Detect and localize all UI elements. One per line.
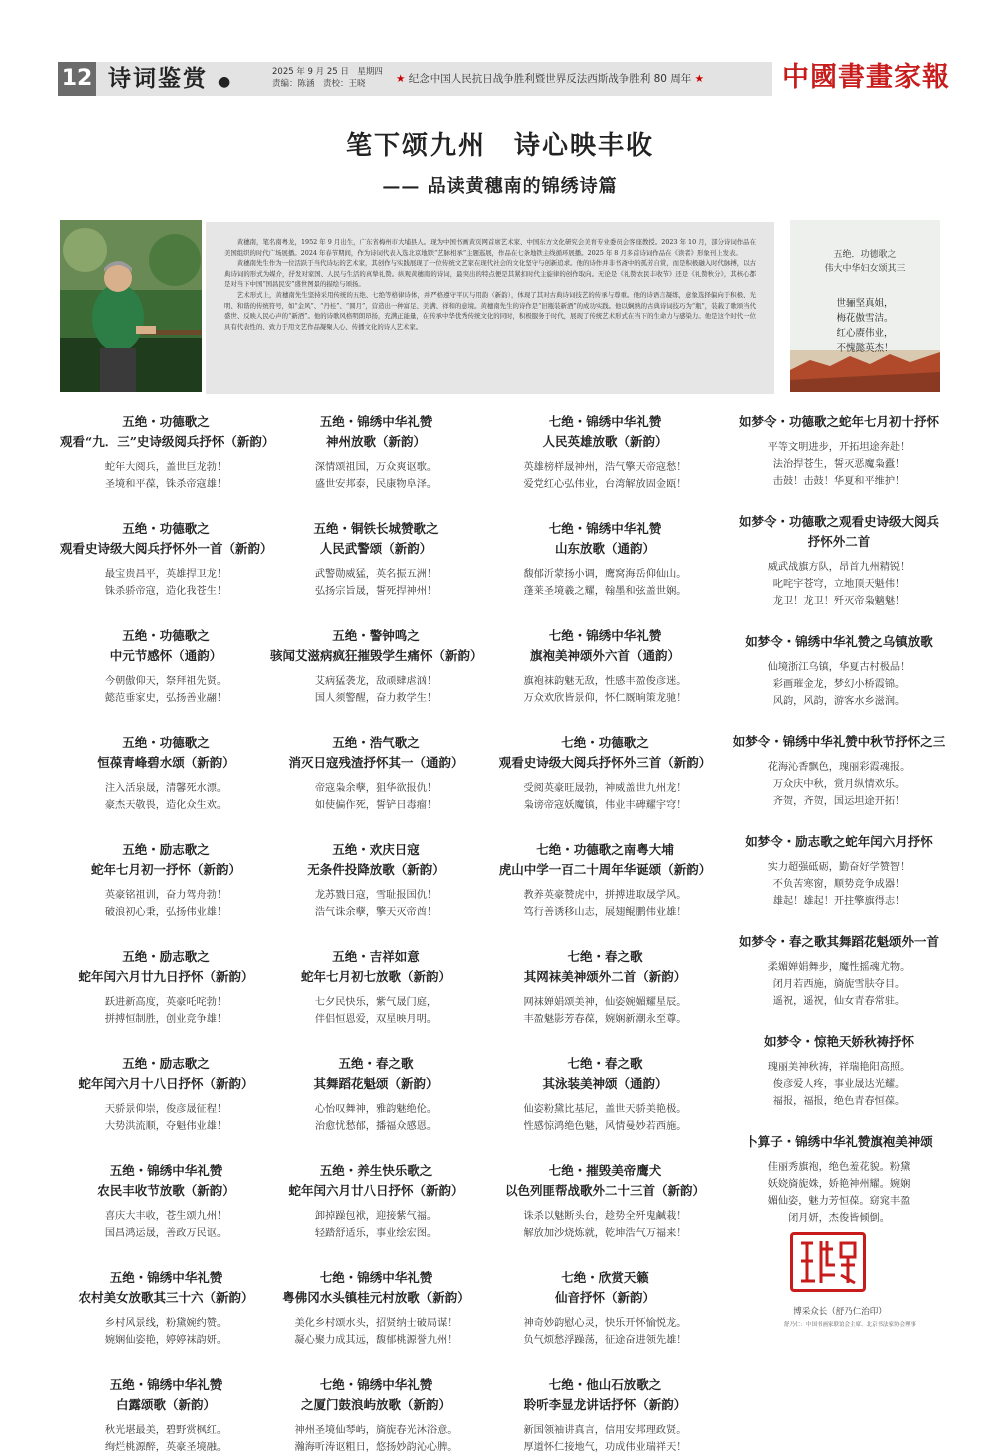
author-bio — [206, 222, 774, 394]
poem-line: 旗袍袜韵魅无敌，性感丰盈俊彦迷。 — [523, 676, 687, 687]
poem-line: 婉娴仙姿艳，婷婷袜韵妍。 — [104, 1335, 228, 1346]
poem-item — [724, 732, 954, 810]
poem-title: 如梦令・锦绣中华礼赞中秋节抒怀之三 — [732, 734, 946, 749]
poem-title: 五绝・养生快乐歌之 — [319, 1163, 433, 1178]
poem-title: 五绝・警钟鸣之 — [332, 628, 420, 643]
poem-line: 不负苦寒窗，顺势竞争成器！ — [772, 879, 906, 890]
poem-line: 天骄景仰崇，俊彦晟征程！ — [104, 1104, 228, 1115]
poem-body — [270, 887, 482, 921]
poem-line: 盛世安邦泰，民康物阜泽。 — [314, 479, 438, 490]
poem-title: 蛇年闰六月十八日抒怀（新韵） — [78, 1076, 254, 1091]
poem-title: 五绝・春之歌 — [338, 1056, 414, 1071]
poem-title: 五绝・励志歌之 — [122, 1056, 210, 1071]
poem-title: 无条件投降放歌（新韵） — [307, 862, 445, 877]
poem-line: 弘扬宗旨晟，誓死捍神州！ — [314, 586, 438, 597]
poem-title: 恒葆青峰碧水颂（新韵） — [97, 755, 235, 770]
poem-body — [490, 459, 720, 493]
article-title: 笔下颂九州 诗心映丰收 — [345, 131, 654, 161]
poem-line: 英豪铭祖训，奋力驾舟勃！ — [104, 890, 228, 901]
poem-title: 五绝・铜铁长城赞歌之 — [313, 521, 439, 536]
poem-item — [60, 412, 275, 493]
poem-title: 农村美女放歌其三十六（新韵） — [78, 1290, 254, 1305]
poem-line: 万众庆中秋，赏月纵情欢乐。 — [772, 779, 906, 790]
poem-title: 山东放歌（通韵） — [554, 541, 655, 556]
poem-body — [724, 439, 954, 490]
star-icon: ★ — [396, 73, 406, 85]
poem-line: 仙姿粉黛比基尼，盖世天骄美艳极。 — [523, 1104, 687, 1115]
poem-column-3 — [490, 412, 720, 1456]
poem-line: 龙卫！龙卫！歼灭帝枭魑魅！ — [772, 596, 906, 607]
poem-body — [270, 1208, 482, 1242]
featured-poem-card — [790, 220, 940, 392]
poem-item — [490, 412, 720, 493]
poem-line: 瀚海听涛讴粗日，悠扬妙韵沁心脾。 — [294, 1442, 458, 1453]
poem-item — [490, 519, 720, 600]
featured-poem-body: 世骊坚真姐， 梅花傲雪洁。 红心赓伟业， 不愧懿英杰！ — [836, 298, 894, 354]
poem-title: 粤佛冈水头镇桂元村放歌（新韵） — [282, 1290, 470, 1305]
seal-caption: 博采众长（舒乃仁治印） — [793, 1307, 887, 1317]
poem-line: 负气烦愁浮躁荡，征途奋进领先雄！ — [523, 1335, 687, 1346]
poem-item — [60, 1054, 272, 1135]
poem-body — [724, 1159, 954, 1227]
poem-title: 五绝・锦绣中华礼赞 — [109, 1377, 223, 1392]
poem-title: 观看史诗级大阅兵抒怀外一首（新韵） — [60, 541, 273, 556]
poem-line: 枭谤帝寇妖魔镇，伟业丰碑耀宇穹！ — [523, 800, 687, 811]
poem-item — [490, 1375, 720, 1456]
poem-body — [270, 566, 482, 600]
poem-body — [60, 780, 272, 814]
poem-line: 实力超强砥砺，勤奋好学赞智！ — [767, 862, 911, 873]
poem-line: 乡村风景线，粉黛婉约赞。 — [104, 1318, 228, 1329]
poem-title: 仙音抒怀（新韵） — [554, 1290, 655, 1305]
poem-column-4 — [724, 412, 954, 1227]
poem-line: 闭月若西施，旖旎雪肤夺目。 — [772, 979, 906, 990]
poem-line: 教养英豪赞虎中，拼搏进取晟学风。 — [523, 890, 687, 901]
poem-line: 神州圣境仙琴屿，旖旎春光沐浴意。 — [294, 1425, 458, 1436]
poem-item — [490, 626, 720, 707]
poem-line: 七夕民快乐，紫气晟门庭， — [314, 997, 438, 1008]
poem-body — [724, 659, 954, 710]
poem-item — [60, 1375, 272, 1456]
poem-title: 白露颂歌（新韵） — [115, 1397, 216, 1412]
poem-line: 今朝傲仰天，祭拜祖先贤。 — [104, 676, 228, 687]
poem-line: 武警勋威猛，英名振五洲！ — [314, 569, 438, 580]
poem-line: 卸掉躁包袱，迎接紫气福。 — [314, 1211, 438, 1222]
poem-title: 神州放歌（新韵） — [325, 434, 426, 449]
poem-title: 七绝・功德歌之 — [561, 735, 649, 750]
poem-title: 七绝・锦绣中华礼赞 — [548, 628, 662, 643]
poem-title: 中元节感怀（通韵） — [109, 648, 223, 663]
poem-title: 五绝・锦绣中华礼赞 — [109, 1270, 223, 1285]
poem-body — [60, 1101, 272, 1135]
poem-line: 齐贺，齐贺，国运坦途开拓！ — [772, 796, 906, 807]
bio-paragraph: 黄穗南，笔名南粤龙，1952 年 9 月出生，广东省梅州市大埔县人。现为中国书画黄页网首席艺术家、中国东方文化研究会美育专业委员会客座教授。2023 年 10 月，部分诗词作品在美国组织的时代广场展播。2024 年春节期间，作为诗词代表入选北京地铁“艺脉相承”主题巡展，作品在七条地铁主线循环展播。2025 年 8 月多首诗词作品在《读者》形象刊上发表。 — [224, 238, 756, 257]
poem-title: 卜算子・锦绣中华礼赞旗袍美神颂 — [745, 1134, 933, 1149]
poem-line: 平等文明进步，开拓坦途奔赴！ — [767, 442, 911, 453]
poem-line: 拼搏恒制胜，创业竞争雄！ — [104, 1014, 228, 1025]
poem-item — [270, 412, 482, 493]
article-subtitle: —— 品读黄穗南的锦绣诗篇 — [382, 176, 618, 197]
poem-item — [724, 512, 954, 610]
poem-line: 丰盈魅影芳春葆，婉娴新潮永至尊。 — [523, 1014, 687, 1025]
bio-paragraph: 黄穗南先生作为一位活跃于当代诗坛的艺术家，其创作与实践展现了一位传统文艺家在现代社会的文化坚守与创新追求。他的诗作并非书斋中的孤芳自赏，而是积极融入时代脉搏，以古典诗词的形式为媒介，抒发对家国、人民与生活的真挚礼赞。纵观黄穗南的诗词，最突出的特点便是其紧扣时代主旋律的创作取向。无论是《礼赞农民丰收节》还是《礼赞秋分》，其核心都是对当下中国“国昌民安”盛世图景的描绘与颂扬。 — [224, 259, 756, 289]
poem-line: 懿范垂家史，弘扬善业翮！ — [104, 693, 228, 704]
poem-body — [490, 1422, 720, 1456]
poem-line: 网袜婵娟颂美神，仙姿婉媚耀星辰。 — [523, 997, 687, 1008]
poem-title: 以色列匪帮战歌外二十三首（新韵） — [504, 1183, 705, 1198]
poem-body — [60, 566, 272, 600]
poem-line: 轻踏舒适乐，事业绘宏图。 — [314, 1228, 438, 1239]
poem-title: 其网袜美神颂外二首（新韵） — [523, 969, 687, 984]
poem-line: 花海沁香飘色，瑰丽彩霞魂报。 — [767, 762, 911, 773]
poem-body — [60, 1208, 272, 1242]
poem-line: 遥祝，遥祝，仙女青春常驻。 — [772, 996, 906, 1007]
poem-item — [60, 626, 272, 707]
poem-title: 五绝・功德歌之 — [122, 628, 210, 643]
poem-line: 风韵，风韵，游客水乡滋润。 — [772, 696, 906, 707]
page-number: 12 — [58, 62, 96, 96]
poem-item — [270, 519, 482, 600]
poem-item — [270, 733, 482, 814]
poem-line: 喜庆大丰收，苍生颂九州！ — [104, 1211, 228, 1222]
seal-stamp-image — [790, 1232, 866, 1292]
poem-line: 厚道怀仁接地气，功成伟业瑞祥天！ — [523, 1442, 687, 1453]
star-icon: ★ — [694, 73, 705, 85]
newspaper-logo: 中國書畫家報 — [782, 62, 950, 93]
poem-line: 佳丽秀旗袍，绝色羞花貌。粉黛 — [767, 1162, 911, 1173]
poem-body — [490, 780, 720, 814]
poem-item — [490, 1161, 720, 1242]
poem-title: 如梦令・锦绣中华礼赞之乌镇放歌 — [745, 634, 933, 649]
poem-item — [270, 840, 482, 921]
poem-item — [270, 1375, 482, 1456]
poem-line: 妖娆旖旎姝，娇艳神州耀。婉娴 — [767, 1179, 911, 1190]
poem-line: 受阅英豪旺晟勃，神威盖世九州龙！ — [523, 783, 687, 794]
poem-body — [270, 994, 482, 1028]
poem-line: 国人须警醒，奋力救学生！ — [314, 693, 438, 704]
poem-title: 五绝・功德歌之 — [122, 521, 210, 536]
poem-line: 大势洪流顺，夺魁伟业雄！ — [104, 1121, 228, 1132]
poem-title: 五绝・欢庆日寇 — [332, 842, 420, 857]
poem-title: 抒怀外二首 — [807, 534, 871, 549]
poem-body — [490, 566, 720, 600]
poem-line: 叱咤宇苍穹，立地顶天魁伟！ — [772, 579, 906, 590]
poem-line: 豪杰天敬畏，造化众生欢。 — [104, 800, 228, 811]
poem-title: 人民英雄放歌（新韵） — [542, 434, 668, 449]
poem-item — [490, 733, 720, 814]
poem-item — [60, 840, 272, 921]
poem-title: 蛇年闰六月廿九日抒怀（新韵） — [78, 969, 254, 984]
poem-line: 凝心聚力成其远，馥郁桃源誉九州！ — [294, 1335, 458, 1346]
poem-body — [60, 1315, 272, 1349]
poem-item — [60, 947, 272, 1028]
poem-line: 如使偏作死，誓铲日毒瘤！ — [314, 800, 438, 811]
poem-line: 帝寇枭余孽，狙华欲报仇！ — [314, 783, 438, 794]
poem-title: 之厦门鼓浪屿放歌（新韵） — [300, 1397, 451, 1412]
poem-line: 解放加沙烧炼就，乾坤浩气万福来！ — [523, 1228, 687, 1239]
poem-title: 观看史诗级大阅兵抒怀外三首（新韵） — [498, 755, 712, 770]
poem-body — [724, 759, 954, 810]
page-header — [58, 62, 772, 96]
poem-item — [724, 832, 954, 910]
poem-item — [270, 626, 482, 707]
poem-item — [724, 932, 954, 1010]
featured-poem-title: 五绝．功德歌之 伟大中华妇女颂其三 — [824, 250, 906, 274]
poem-title: 骇闻艾滋病疯狂摧毁学生痛怀（新韵） — [270, 648, 483, 663]
poem-line: 破浪初心秉，弘扬伟业雄！ — [104, 907, 228, 918]
poem-body — [724, 859, 954, 910]
poem-line: 爱党红心弘伟业，台湾解放固金瓯！ — [523, 479, 687, 490]
poem-title: 农民丰收节放歌（新韵） — [97, 1183, 235, 1198]
poem-item — [724, 412, 954, 490]
poem-title: 五绝・功德歌之 — [122, 414, 210, 429]
poem-title: 七绝・欣赏天籁 — [561, 1270, 649, 1285]
poem-body — [490, 1101, 720, 1135]
poem-body — [724, 559, 954, 610]
poem-line: 浩气诛余孽，擎天灭帝酋！ — [314, 907, 438, 918]
poem-title: 蛇年闰六月廿八日抒怀（新韵） — [288, 1183, 464, 1198]
section-title: 诗词鉴赏 ● — [108, 66, 233, 92]
poem-title: 七绝・锦绣中华礼赞 — [548, 521, 662, 536]
poem-line: 绚烂桃源醉，英豪圣境融。 — [104, 1442, 228, 1453]
poem-title: 蛇年七月初一抒怀（新韵） — [90, 862, 241, 877]
poem-line: 深情颂祖国，万众爽讴歌。 — [314, 462, 438, 473]
poem-body — [60, 1422, 272, 1456]
poem-item — [60, 733, 272, 814]
poem-body — [270, 673, 482, 707]
poem-body — [724, 1059, 954, 1110]
poem-line: 注入活泉晟，清馨死水漂。 — [104, 783, 228, 794]
poem-line: 馥郁沂蒙扬小调，鹰窝海岳仰仙山。 — [523, 569, 687, 580]
poem-title: 观看“九．三”史诗级阅兵抒怀（新韵） — [60, 434, 275, 449]
poem-title: 五绝・锦绣中华礼赞 — [109, 1163, 223, 1178]
poem-line: 伴侣恒恩爱，双星映月明。 — [314, 1014, 438, 1025]
seal-credit: 舒乃仁：中国书画家联谊会主席、北京书法家协会理事 — [783, 1322, 916, 1328]
poem-body — [490, 673, 720, 707]
poem-item — [60, 1161, 272, 1242]
poem-body — [270, 459, 482, 493]
poem-item — [270, 1054, 482, 1135]
poem-item — [270, 1268, 482, 1349]
poem-body — [270, 1315, 482, 1349]
poem-body — [60, 887, 272, 921]
poem-body — [60, 994, 272, 1028]
poem-line: 法治捍苍生，誓灭恶魔枭蠹！ — [772, 459, 906, 470]
poem-line: 神奇妙韵慰心灵，快乐开怀愉悦龙。 — [523, 1318, 687, 1329]
poem-item — [60, 1268, 272, 1349]
date-editor-info: 2025 年 9 月 25 日 星期四 责编：陈涵 责校：王晓 — [272, 67, 383, 89]
poem-body — [60, 459, 272, 493]
poem-line: 艾病猛袭龙，敌顽肆虐汹！ — [314, 676, 438, 687]
poem-title: 七绝・摧毁美帝鹰犬 — [548, 1163, 662, 1178]
poem-title: 其舞蹈花魁颂（新韵） — [313, 1076, 439, 1091]
poem-line: 国昌鸿运晟，善政万民讴。 — [104, 1228, 228, 1239]
poem-title: 七绝・他山石放歌之 — [548, 1377, 662, 1392]
poem-title: 七绝・春之歌 — [567, 949, 643, 964]
poem-line: 心怡叹舞神，雅韵魅绝伦。 — [314, 1104, 438, 1115]
poem-line: 万众欢欣皆景仰，怀仁厩晌策龙驰！ — [523, 693, 687, 704]
poem-body — [490, 1208, 720, 1242]
poem-item — [490, 840, 720, 921]
poem-title: 聆听李显龙讲话抒怀（新韵） — [523, 1397, 687, 1412]
poem-item — [490, 1054, 720, 1135]
poem-item — [490, 947, 720, 1028]
poem-title: 如梦令・功德歌之观看史诗级大阅兵 — [738, 514, 939, 529]
poem-line: 笃行善诱移山志，展翅鲲鹏伟业雄！ — [523, 907, 687, 918]
poem-line: 诛杀以魅断头台，趁势全歼鬼鹹栽！ — [523, 1211, 687, 1222]
poem-item — [60, 519, 272, 600]
poem-body — [60, 673, 272, 707]
poem-title: 七绝・春之歌 — [567, 1056, 643, 1071]
poem-line: 圣境和平葆，铢杀帝寇雄！ — [104, 479, 228, 490]
poem-body — [270, 1101, 482, 1135]
poem-title: 人民武警颂（新韵） — [319, 541, 433, 556]
poem-title: 七绝・锦绣中华礼赞 — [548, 414, 662, 429]
poem-item — [724, 1132, 954, 1227]
poem-item — [490, 1268, 720, 1349]
poem-line: 雄起！雄起！开拄擎旗得志！ — [772, 896, 906, 907]
poem-line: 性感惊鸿绝色魅，风情曼妙若西施。 — [523, 1121, 687, 1132]
poem-title: 七绝・锦绣中华礼赞 — [319, 1377, 433, 1392]
poem-line: 柔媚婵娟舞步，魔性摇魂尤物。 — [767, 962, 911, 973]
poem-line: 跃进新高度，英豪吒咤勃！ — [104, 997, 228, 1008]
poem-line: 俊彦爱人疼，事业晟达光耀。 — [772, 1079, 906, 1090]
poem-line: 英雄榜样晟神州，浩气擎天帝寇愁！ — [523, 462, 687, 473]
poem-body — [270, 780, 482, 814]
poem-body — [490, 887, 720, 921]
poem-column-2 — [270, 412, 482, 1456]
poem-title: 五绝・励志歌之 — [122, 842, 210, 857]
poem-title: 五绝・励志歌之 — [122, 949, 210, 964]
poem-title: 旗袍美神颂外六首（通韵） — [529, 648, 680, 663]
poem-line: 瑰丽美神秋祷，祥瑞艳阳高照。 — [767, 1062, 911, 1073]
poem-line: 最宝贵昌平，英雄捍卫龙！ — [104, 569, 228, 580]
poem-title: 如梦令・春之歌其舞蹈花魁颂外一首 — [738, 934, 939, 949]
poem-line: 威武战旗方队，昂首九州精锐！ — [767, 562, 911, 573]
poem-line: 媚仙姿，魅力芳恒葆。窈窕丰盈 — [767, 1196, 911, 1207]
poem-line: 龙苏戮日寇，雪耻报国仇！ — [314, 890, 438, 901]
poem-title: 消灭日寇残渣抒怀其一（通韵） — [288, 755, 464, 770]
poem-title: 五绝・吉祥如意 — [332, 949, 420, 964]
poem-body — [490, 994, 720, 1028]
poem-title: 虎山中学一百二十周年华诞颂（新韵） — [498, 862, 712, 877]
poem-title: 五绝・锦绣中华礼赞 — [319, 414, 433, 429]
bio-paragraph: 艺术形式上，黄穗南先生坚持采用传统的五绝、七绝等格律诗体，并严格遵守平仄与用韵（新韵），体现了其对古典诗词技艺的传承与尊重。他的诗语言凝练，意象选择偏向于积极、光明、和谐的传统符号，如“金风”、“丹桂”、“圆月”，营造出一种富足、美满、祥和的意境。黄穗南先生的诗作是“旧瓶装新酒”的成功实践。他以娴熟的古典诗词技巧为“瓶”，装载了歌颂当代盛世、反映人民心声的“新酒”。他的诗歌风格明朗昂扬，充满正能量，在传承中华优秀传统文化的同时，积极服务于时代，展现了传统艺术形式在当下的生命力与感染力。他是这个时代一位具有代表性的、致力于用文艺作品凝聚人心、传播文化的诗人艺术家。 — [224, 290, 756, 331]
poem-title: 五绝・浩气歌之 — [332, 735, 420, 750]
poem-title: 蛇年七月初七放歌（新韵） — [300, 969, 451, 984]
poem-line: 蛇年大阅兵，盖世巨龙勃！ — [104, 462, 228, 473]
poem-line: 仙境浙江乌镇，华夏古村极品！ — [767, 662, 911, 673]
poem-item — [270, 947, 482, 1028]
poem-body — [724, 959, 954, 1010]
poem-line: 击鼓！击鼓！华夏和平维护！ — [772, 476, 906, 487]
poem-item — [724, 632, 954, 710]
commemoration-banner: ★ 纪念中国人民抗日战争胜利暨世界反法西斯战争胜利 80 周年 ★ — [396, 73, 705, 85]
poem-title: 七绝・锦绣中华礼赞 — [319, 1270, 433, 1285]
author-photo — [60, 220, 202, 392]
poem-column-1 — [60, 412, 275, 1456]
poem-body — [490, 1315, 720, 1349]
poem-line: 治愈忧愁郁，播福众感恩。 — [314, 1121, 438, 1132]
poem-line: 美化乡村颂水头，招贤纳士破局谋！ — [294, 1318, 458, 1329]
poem-title: 七绝・功德歌之南粤大埔 — [536, 842, 674, 857]
poem-line: 彩画璀金龙，梦幻小桥霞锦。 — [772, 679, 906, 690]
poem-title: 如梦令・功德歌之蛇年七月初十抒怀 — [738, 414, 939, 429]
poem-title: 如梦令・励志歌之蛇年闰六月抒怀 — [745, 834, 933, 849]
poem-title: 其泳装美神颂（通韵） — [542, 1076, 668, 1091]
poem-title: 五绝・功德歌之 — [122, 735, 210, 750]
poem-item — [270, 1161, 482, 1242]
poem-title: 如梦令・惊艳天娇秋祷抒怀 — [763, 1034, 914, 1049]
poem-item — [724, 1032, 954, 1110]
poem-line: 铢杀骄帝寇，造化我苍生！ — [104, 586, 228, 597]
poem-line: 蓬莱圣境羲之耀，翰墨和弦盖世娴。 — [523, 586, 687, 597]
poem-line: 秋光堪最美，碧野赏枫红。 — [104, 1425, 228, 1436]
poem-line: 闭月妍，杰俊皆倾倒。 — [788, 1213, 890, 1224]
poem-line: 福报，福报，绝色青春恒葆。 — [772, 1096, 906, 1107]
poem-body — [270, 1422, 482, 1456]
poem-line: 新国领袖讲真言，信用安邦理政贤。 — [523, 1425, 687, 1436]
